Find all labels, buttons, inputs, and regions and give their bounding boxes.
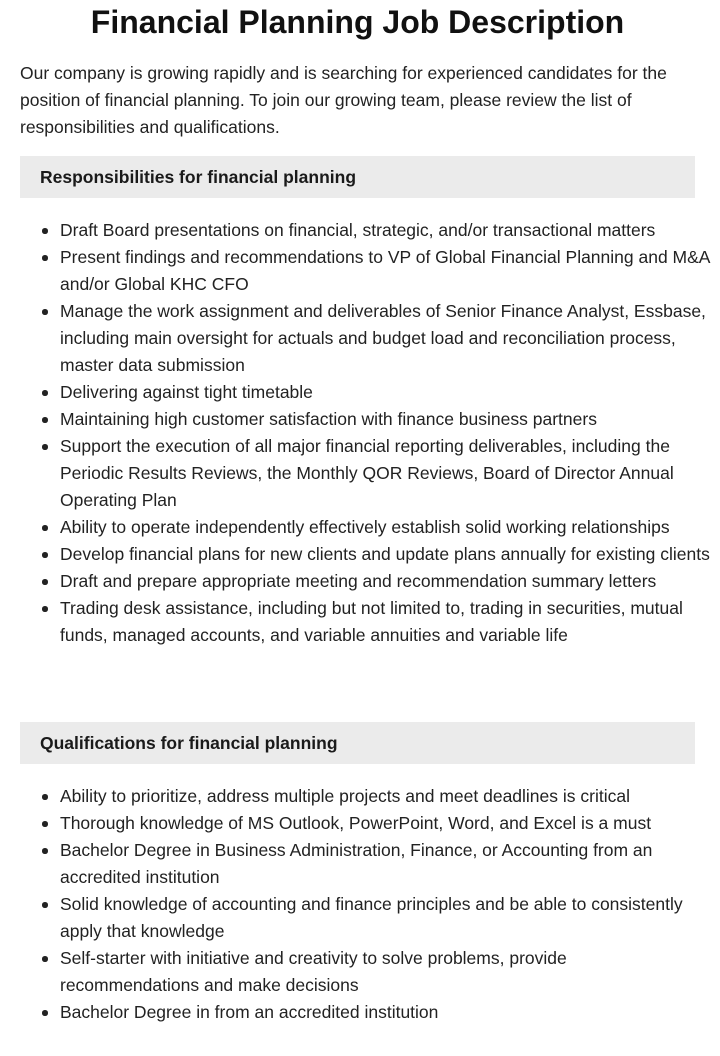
list-item: Self-starter with initiative and creativity to solve problems, provide recommendations and make decisions <box>60 945 710 999</box>
intro-paragraph: Our company is growing rapidly and is searching for experienced candidates for the position of financial planning. To join our growing team, please review the list of responsibilities and qualifications. <box>20 63 667 137</box>
list-item: Trading desk assistance, including but not limited to, trading in securities, mutual funds, managed accounts, and variable annuities and variable life <box>60 595 710 649</box>
page-title: Financial Planning Job Description <box>90 4 625 40</box>
list-item: Develop financial plans for new clients and update plans annually for existing clients <box>60 541 710 568</box>
list-item: Solid knowledge of accounting and finance principles and be able to consistently apply that knowledge <box>60 891 710 945</box>
list-item: Maintaining high customer satisfaction with finance business partners <box>60 406 710 433</box>
responsibilities-list <box>20 217 710 649</box>
list-item: Support the execution of all major financial reporting deliverables, including the Periodic Results Reviews, the Monthly QOR Reviews, Board of Director Annual Operating Plan <box>60 433 710 514</box>
qualifications-heading: Qualifications for financial planning <box>20 722 695 764</box>
list-item: Ability to prioritize, address multiple projects and meet deadlines is critical <box>60 783 710 810</box>
list-item: Present findings and recommendations to VP of Global Financial Planning and M&A and/or Global KHC CFO <box>60 244 710 298</box>
list-item: Thorough knowledge of MS Outlook, PowerPoint, Word, and Excel is a must <box>60 810 710 837</box>
list-item: Draft Board presentations on financial, strategic, and/or transactional matters <box>60 217 710 244</box>
list-item: Draft and prepare appropriate meeting and recommendation summary letters <box>60 568 710 595</box>
list-item: Bachelor Degree in from an accredited institution <box>60 999 710 1026</box>
list-item: Delivering against tight timetable <box>60 379 710 406</box>
qualifications-list <box>20 783 710 1026</box>
list-item: Bachelor Degree in Business Administration, Finance, or Accounting from an accredited institution <box>60 837 710 891</box>
responsibilities-heading: Responsibilities for financial planning <box>20 156 695 198</box>
list-item: Manage the work assignment and deliverables of Senior Finance Analyst, Essbase, including main oversight for actuals and budget load and reconciliation process, master data submission <box>60 298 710 379</box>
list-item: Ability to operate independently effectively establish solid working relationships <box>60 514 710 541</box>
